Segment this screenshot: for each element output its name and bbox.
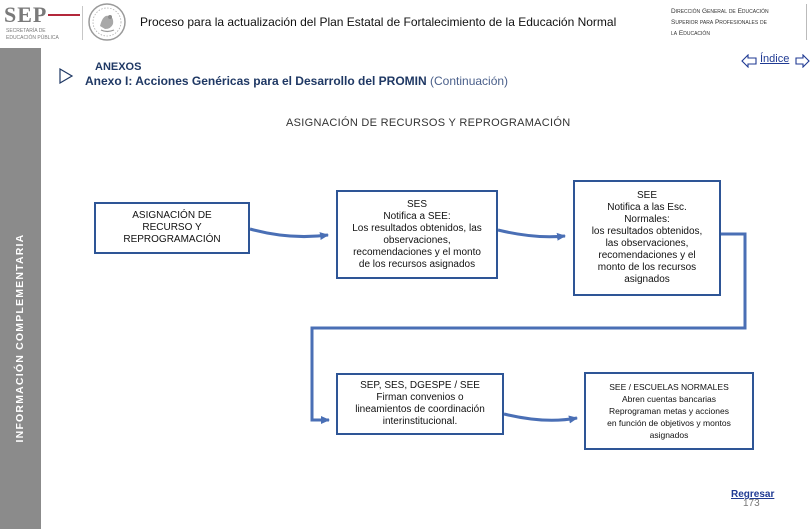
header-title: Proceso para la actualización del Plan Estatal de Fortalecimiento de la Educación Normal (140, 15, 617, 29)
back-link[interactable]: Regresar (731, 489, 775, 500)
page-title-main: Anexo I: Acciones Genéricas para el Desarrollo del PROMIN (85, 74, 427, 88)
box-ses-line-4: observaciones, (383, 234, 451, 246)
index-link[interactable]: Índice (760, 53, 790, 65)
connector-ses-to-see (498, 230, 565, 237)
section-label: ANEXOS (95, 61, 142, 73)
box-ses-line-3: Los resultados obtenidos, las (352, 222, 482, 234)
box-see-line-4: los resultados obtenidos, (591, 226, 703, 237)
box-see-line-6: recomendaciones y el (598, 250, 696, 261)
box-ses-line-6: de los recursos asignados (358, 258, 476, 270)
box-escuelas-line-3: Reprograman metas y acciones (608, 406, 729, 416)
diagram-heading: ASIGNACIÓN DE RECURSOS Y REPROGRAMACIÓN (286, 117, 571, 129)
box-see-line-8: asignados (624, 274, 670, 285)
box-see-line-1: SEE (636, 190, 657, 201)
box-see-line-5: las observaciones, (605, 238, 689, 249)
box-ses-line-1: SES (406, 198, 427, 210)
flow-box-ses (336, 190, 498, 279)
box-see-line-7: monto de los recursos (597, 262, 697, 273)
flow-box-see (573, 180, 721, 296)
page-title-sub: (Continuación) (430, 74, 509, 88)
box-see-line-2: Notifica a las Esc. (607, 202, 687, 213)
box-firman-line-4: interinstitucional. (382, 416, 458, 427)
box-see-line-3: Normales: (624, 214, 670, 225)
box-firman-line-3: lineamientos de coordinación (355, 404, 485, 415)
sep-logo-line-1: SECRETARÍA DE (6, 28, 46, 34)
connector-firman-to-escuelas (504, 414, 577, 420)
box-escuelas-line-5: asignados (649, 430, 689, 440)
box-firman-line-1: SEP, SES, DGESPE / SEE (360, 380, 480, 391)
box-asignacion-line-1: ASIGNACIÓN DE (132, 210, 212, 221)
sep-logo-mark: SEP (4, 2, 48, 27)
header-org-line-3: la Educación (671, 30, 710, 37)
box-asignacion-line-3: REPROGRAMACIÓN (123, 234, 221, 245)
flow-box-firman (336, 373, 504, 435)
sidebar-label: INFORMACIÓN COMPLEMENTARIA (14, 233, 26, 443)
box-escuelas-line-4: en función de objetivos y montos (607, 418, 731, 428)
box-ses-line-5: recomendaciones y el monto (353, 246, 481, 258)
box-escuelas-line-2: Abren cuentas bancarias (621, 394, 717, 404)
header-org-line-1: Dirección General de Educación (671, 8, 769, 15)
box-escuelas-line-1: SEE / ESCUELAS NORMALES (609, 382, 729, 392)
page-number: 173 (743, 498, 760, 509)
connector-asignacion-to-ses (250, 229, 328, 237)
sep-logo-line-2: EDUCACIÓN PÚBLICA (6, 35, 59, 41)
box-ses-line-2: Notifica a SEE: (383, 210, 451, 222)
box-firman-line-2: Firman convenios o (376, 392, 464, 403)
flow-box-asignacion (94, 202, 250, 254)
box-asignacion-line-2: RECURSO Y (142, 222, 202, 233)
flow-box-escuelas (584, 372, 754, 450)
header-org-line-2: Superior para Profesionales de (671, 19, 767, 26)
